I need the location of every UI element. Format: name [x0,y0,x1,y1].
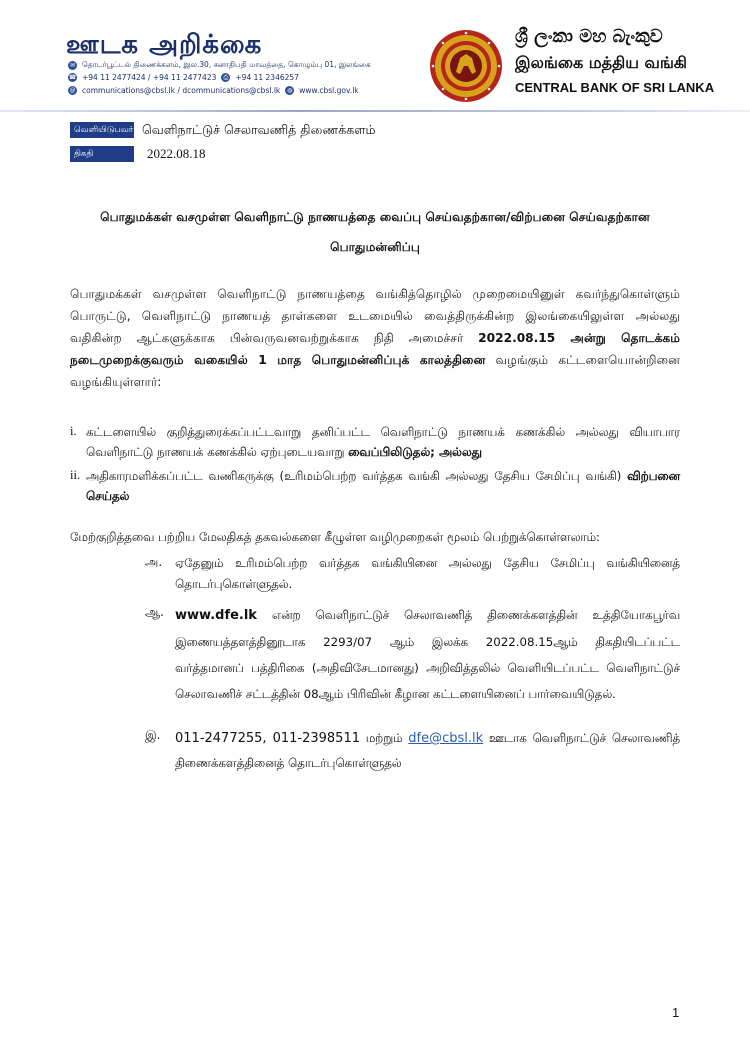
list-item-2 [86,466,680,506]
address-line [68,60,371,70]
list-item-1 [86,422,680,462]
address-text: தொடர்பூட்டல் திணைக்களம், இல.30, சனாதிபதி மாவத்தை, கொழும்பு 01, இலங்கை [82,60,371,69]
subitem-2-mark: ஆ. [145,605,164,619]
page-number: 1 [672,1005,680,1020]
date-value: 2022.08.18 [147,146,206,161]
list-item-1-number: i. [70,424,77,438]
issued-by-label: வெளியிடுபவர் [70,122,134,138]
fax-icon: ⎙ [221,73,230,82]
cbsl-seal-logo [428,28,504,104]
list-item-1-bold: வைப்பிலிடுதல்; அல்லது [348,445,482,459]
website-text[interactable]: www.cbsl.gov.lk [299,86,359,95]
mail-icon: ✉ [69,61,76,69]
title-line-2: பொதுமன்னிப்பு [330,240,420,254]
header-divider [0,110,750,112]
phone-line [68,73,299,82]
dfe-website-link[interactable]: www.dfe.lk [175,608,257,623]
issued-by-value: வெளிநாட்டுச் செலாவணித் திணைக்களம் [142,122,376,137]
email-line [68,86,359,95]
emails-text[interactable]: communications@cbsl.lk / dcommunications@cbsl.lk [82,86,281,95]
bank-name-tamil: இலங்கை மத்திய வங்கி [515,53,687,72]
intro-paragraph [70,283,680,393]
globe-icon: ◍ [287,87,293,94]
more-info-text: மேற்குறித்தவை பற்றிய மேலதிகத் தகவல்களை கீழுள்ள வழிமுறைகள் மூலம் பெற்றுக்கொள்ளலாம்: [70,530,601,544]
subitem-3-text: ஊடாக வெளிநாட்டுச் செலாவணித் திணைக்களத்தினைத் தொடர்புகொள்ளுதல் [175,731,681,770]
dfe-email-link[interactable]: dfe@cbsl.lk [408,731,484,746]
list-item-2-text: அதிகாரமளிக்கப்பட்ட வணிகருக்கு (உரிமம்பெற்ற வர்த்தக வங்கி அல்லது தேசிய சேமிப்பு வங்கி) [86,469,622,483]
at-icon: @ [69,87,76,94]
subitem-3 [175,726,680,775]
subitem-1-text: ஏதேனும் உரிமம்பெற்ற வர்த்தக வங்கியினை அல்லது தேசிய சேமிப்பு வங்கியினைத் தொடர்புகொள்ளுதல். [175,556,680,591]
fax-text: +94 11 2346257 [235,73,299,82]
list-item-2-bold: விற்பனை செய்தல் [86,469,680,503]
intro-text-2: வழங்கும் கட்டளையொன்றினை வழங்கியுள்ளார்: [70,353,680,389]
bank-name-english: CENTRAL BANK OF SRI LANKA [515,80,715,95]
phone-text: +94 11 2477424 / +94 11 2477423 [82,73,217,82]
subitem-2 [175,602,680,707]
subitem-2-text: என்ற வெளிநாட்டுச் செலாவணித் திணைக்களத்தின் உத்தியோகபூர்வ இணையத்தளத்தினூடாக 2293/07 ஆம் இலக்க 2022.08.15ஆம் திகதியிடப்பட்ட வர்த்தமானப் பத்திரிகை (அதிவிசேடமானது) அறிவித்தலில் வெளியிடப்பட்ட வெளிநாட்டுச் செலாவணிச் சட்டத்தின் 08ஆம் பிரிவின் கீழான கட்டளையினைப் பார்வையிடுதல். [175,608,681,701]
list-item-2-number: ii. [70,468,81,482]
bank-name-sinhala: ශ්‍රී ලංකා මහ බැංකුව [515,26,663,47]
document-title [60,202,690,262]
media-release-title: ஊடக அறிக்கை [66,30,263,60]
and-word: மற்றும் [365,731,403,745]
subitem-1-mark: அ. [145,555,163,569]
list-item-1-text: கட்டளையில் குறித்துரைக்கப்பட்டவாறு தனிப்பட்ட வெளிநாட்டு நாணயக் கணக்கில் அல்லது வியாபார வெளிநாட்டு நாணயக் கணக்கில் ஏற்புடையவாறு [86,425,680,459]
contact-phones: 011-2477255, 011-2398511 [175,731,360,746]
intro-text-bold: 2022.08.15 அன்று தொடக்கம் நடைமுறைக்குவரும் வகையில் 1 மாத பொதுமன்னிப்புக் காலத்தினை [70,331,680,367]
subitem-3-mark: இ. [145,728,161,742]
title-line-1: பொதுமக்கள் வசமுள்ள வெளிநாட்டு நாணயத்தை வைப்பு செய்வதற்கான/விற்பனை செய்வதற்கான [100,210,650,224]
intro-text-1: பொதுமக்கள் வசமுள்ள வெளிநாட்டு நாணயத்தை வங்கித்தொழில் முறைமையினுள் கவர்ந்துகொள்ளும் பொருட்டு, வெளிநாட்டு நாணயத் தாள்களை உடமையில் வைத்திருக்கின்ற இலங்கையிலுள்ள அல்லது வதிகின்ற ஆட்களுக்காக பின்வருவனவற்றுக்காக நிதி அமைச்சர் [70,287,680,345]
date-label: திகதி [70,146,134,162]
phone-icon: ☎ [68,74,77,81]
